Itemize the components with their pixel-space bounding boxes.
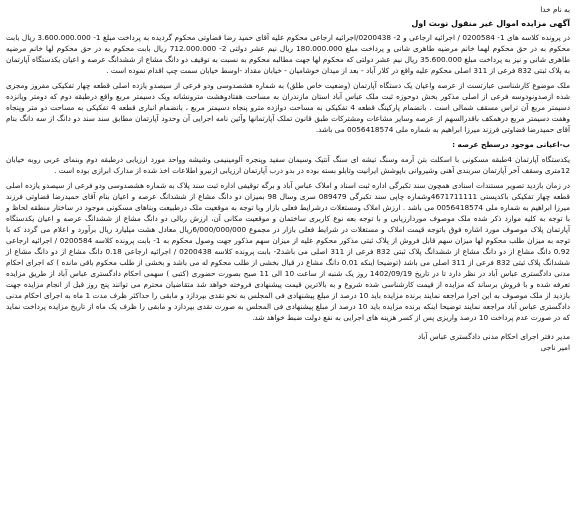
signature-office: مدیر دفتر اجرای احکام مدنی دادگستری عباس آباد	[417, 332, 570, 341]
notice-title: آگهی مزایده اموال غیر منقول نوبت اول	[411, 19, 570, 28]
signature-name: امیر ناجی	[540, 343, 570, 352]
paragraph-valuation-and-auction: در زمان بازدید تصویر مستندات اسنادی همچون سند تکبرگی اداره ثبت اسناد و املاک عباس آباد و برگه توقیفی اداره ثبت سند پلاک به شماره هشصدوسی ودو فرعی از سیصدو یازده اصلی قطعه چهار تفکیکی باکدپستی 4671711111وشماره چاپی سند تکبرگی 089479 سری وسال 98 بمیزان دو دانگ مشاع از ششدانگ عرصه و اعیان بنام آقای حمیدرضا قضاوتی فرزند میرزا ابراهیم به شماره ملی 0056418574 می باشد . ارزش املاک ومستغلات درشرایط فعلی بازار وبا توجه به موقعیت ملک درطبیعت وبناهای مسکونی موجود در ساختار منطقه لحاظ و با توجه به کلیه موارد ذکر شده ملک موصوف موردارزیابی و با توجه بعه نوع کاربری ساختمان و موقعیت مکانی آن، ارزش ریالی دو دانگ مشاع از ششدانگ عرصه و اعیان یکدستگاه آپارتمان پلاک موصوف مورد اشاره فوق باتوجه قیمت املاک و مستغلات در شرایط فعلی بازار در مجموع 6/000/000/000ریال معادل هشت میلیارد ریال برآورد و اعلام می گردد که با توجه به میزان طلب محکوم لها میزان سهم قابل فروش از پلاک ثبتی مذکور محکوم علیه از میزان سهم مذکور جهت وصول محکوم به 1- بابت پرونده کلاسه 0200584 / اجرائیه ارجاعی 0.92 دانگ مشاع از دو دانگ مشاع از ششدانگ پلاک ثبتی 832 فرعی از 311 اصلی می باشد2- بابت پرونده کلاسه 0200438 / اجرائیه ارجاعی 0.18 دانگ مشاع از دو دانگ مشاع از ششدانگ پلاک ثبتی 832 فرعی از 311 اصلی می باشد (توضیحا اینکه 0.01 دانگ مشاع در قبال بخشی از طلب محکوم له می باشد و بخشی از طلب محکوم باقی مانده ) که اجرای احکام مدنی دادگستری عباس آباد در نظر دارد تا در تاریخ 1402/09/19 روز یک شنبه از ساعت 10 الی 11 صبح بصورت حضوری (کتبی ) سهمی احکام دادگستری عباس آباد از طریق مزایده تعرفه شده و با فروش برساند که مزایده از قیمت کارشناسی شده شروع و به بالاترین قیمت پیشنهادی فروخته خواهد شد متقاضیان محترم می توانند پنج روز قبل از انجام مزایده جهت بازدید از ملک موصوف به این اجرا مراجعه نمایند برنده مزایده باید 10 درصد از مبلغ پیشنهادی فی المجلس به نحو نقدی بپردازد و مابقی را حداکثر ظرف مدت 1 ماه به اجرای احکام مدنی دادگستری عباس آباد مراجعه نمایند توضیحا اینکه برنده مزایده باید 10 درصد از مبلغ پیشنهادی فی المجلس به صورت نقدی بپردازد و مابقی را ظرف یک ماه از تاریخ مزایده پرداخت نماید که در صورت عدم پرداخت 10 درصد واریزی پس از کسر هزینه های اجرایی به نفع دولت ضبط خواهد شد.	[6, 181, 571, 322]
paragraph-case-details: در پرونده کلاسه های 1- 0200584 / اجرائیه ارجاعی و 2- 0200438/اجرائیه ارجاعی محکوم علیه آقای حمید رضا قضاوتی محکوم گردیده به پرداخت مبلغ 1- 3.600.000.000 ریال بابت محکوم به در حق محکوم لهما خانم مرضیه طاهری شانی و پرداخت مبلغ 180.000.000 ریال نیم عشر دولتی 2- 712.000.000 ریال بابت محکوم به در حق محکوم لها خانم مرضیه طاهری شانی و نیز به پرداخت مبلغ 35.600.000 ریال نیم عشر دولتی که محکوم لها جهت مطالبه محکوم به نسبت به توقیف دو دانگ مشاع از ششدانگ عرصه و اعیان یکدستگاه آپارتمان به پلاک ثبتی 832 فرعی از 311 اصلی محکوم علیه واقع در کلار آباد - بعد از میدان خوشامیان - خیابان مقداد -اوسط خیابان سمت چپ اقدام نموده است .	[6, 33, 571, 75]
invocation: به نام خدا	[540, 5, 570, 14]
paragraph-property-description: ملک موضوع کارشناسی عبارتست از عرصه واعیان یک دستگاه آپارتمان (وضعیت خاص طلق) به شماره هشصدوسی ودو فرعی از سیصدو یازده اصلی قطعه چهار تفکیکی مفروز ومجزی شده ازصدونودوسه فرعی از اصلی مذکور بخش دوحوزه ثبت ملک عباس آباد استان مازندران به مساحت هفتادوهشت مترونشانه ویک دسیمتر مربع واقع درطبقه دوم که دومتر وپانزده دسیمتر مربع آن تراس مسقف شمالی است . بانضمام پارکینگ قطعه 4 تفکیکی به مساحت دوازده مترو پنجاه دسیمتر مربع ، بانضمام انباری قطعه 4 تفکیکی به مساحت دو متر وپنجاه وهفت دسیمتر مربع درهمکف باقدرالسهم از عرصه وسایر مشاعات ومشترکات طبق قانون تملک آپارتمانها وآئین نامه اجرایی آن وحدود آپارتمان مطابق سند سند دو دانگ از سه دانگ بنام آقای حمیدرضا قضاوتی فرزند میرزا ابراهیم به شماره ملی 0056418574 می باشد.	[6, 81, 570, 134]
paragraph-building-description: یکدستگاه آپارتمان 4طبقه مسکونی با اسکلت بتن آرمه وسنگ تیشه ای سنگ آنتیک وسیمان سفید وپنجره آلومینیمی وشیشه وواحد مورد ارزیابی درطبقه دوم وبنمای عربی روبه خیابان 12متری وسقف آخر آپارتمان سربندی آهنی وشیروانی باپوشش ایرانیت وتابلو بسته بوده در بدو درب آپارتمان ارزیابی ازنیرو اطلاعات اخذ شده از مدارک ابرازی بوده است .	[6, 155, 571, 175]
subheading-building: ب-اعیانی موجود درسطح عرصه :	[452, 140, 570, 149]
